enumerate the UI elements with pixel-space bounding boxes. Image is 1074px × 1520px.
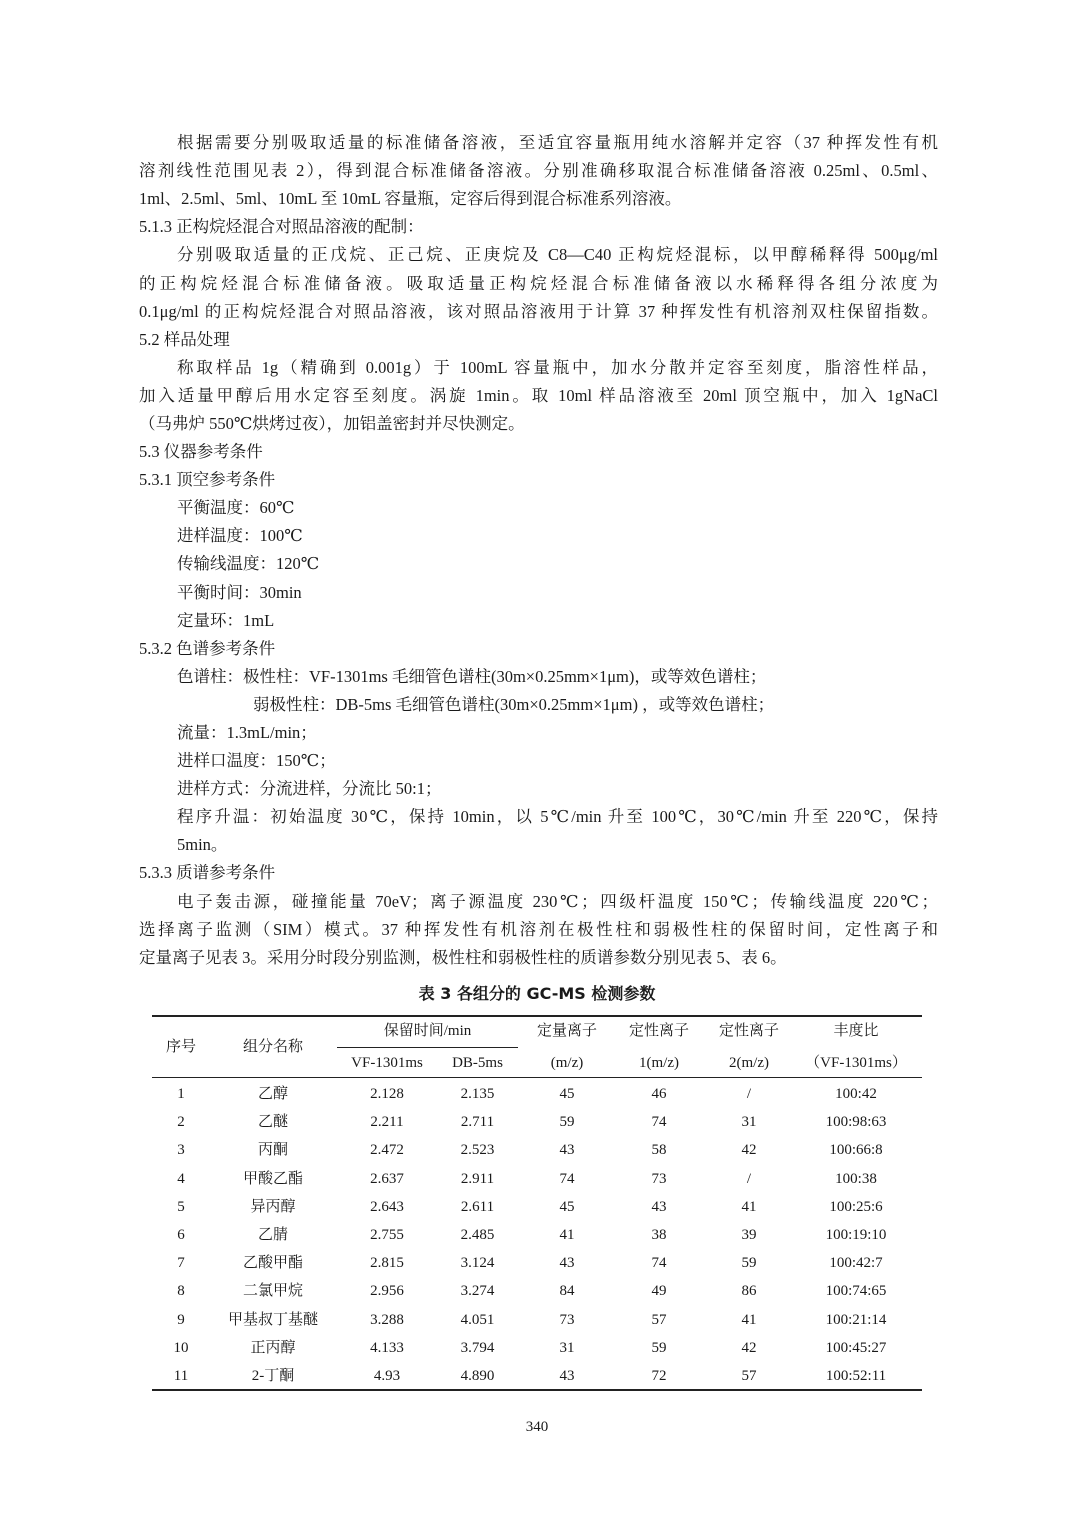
cell-abundance-ratio: 100:21:14 xyxy=(825,1311,887,1328)
cell-qual-ion-1: 57 xyxy=(651,1311,667,1328)
cell-quant-ion: 43 xyxy=(559,1368,575,1384)
condition-item: 弱极性柱：DB-5ms 毛细管色谱柱(30m×0.25mm×1μm) ，或等效色谱柱； xyxy=(253,695,775,714)
table-top-rule xyxy=(152,1015,922,1017)
cell-qual-ion-2: 41 xyxy=(741,1198,757,1215)
cell-qual-ion-2: / xyxy=(746,1170,752,1187)
header-rt-db5ms: DB-5ms xyxy=(452,1055,503,1071)
cell-rt-vf1301ms: 4.133 xyxy=(370,1339,404,1356)
cell-component-name: 2-丁酮 xyxy=(251,1368,295,1384)
cell-qual-ion-1: 58 xyxy=(651,1142,667,1159)
cell-quant-ion: 45 xyxy=(559,1198,575,1215)
condition-item: 流量：1.3mL/min； xyxy=(177,723,317,742)
cell-qual-ion-2: 42 xyxy=(741,1142,757,1159)
cell-no: 10 xyxy=(173,1339,189,1356)
cell-abundance-ratio: 100:19:10 xyxy=(825,1227,887,1243)
paragraph-line: 定量离子见表 3。采用分时段分别监测，极性柱和弱极性柱的质谱参数分别见表 5、表 6。 xyxy=(139,948,787,967)
cell-rt-db5ms: 2.485 xyxy=(460,1227,495,1243)
cell-qual-ion-1: 59 xyxy=(651,1339,667,1356)
cell-component-name: 二氯甲烷 xyxy=(242,1283,303,1300)
cell-qual-ion-2: 59 xyxy=(741,1255,757,1272)
paragraph-line: 称取样品 1g（精确到 0.001g）于 100mL 容量瓶中，加水分散并定容至刻度，脂溶性样品， xyxy=(177,358,938,377)
cell-rt-db5ms: 3.274 xyxy=(460,1283,495,1300)
cell-qual-ion-2: 41 xyxy=(741,1311,757,1328)
subsection-heading: 5.3.1 顶空参考条件 xyxy=(139,470,276,489)
section-heading: 5.1.3 正构烷烃混合对照品溶液的配制： xyxy=(139,217,424,236)
cell-component-name: 丙酮 xyxy=(257,1142,288,1159)
cell-qual-ion-1: 43 xyxy=(651,1198,667,1215)
section-heading: 5.3 仪器参考条件 xyxy=(139,442,263,461)
header-quant-ion-unit: (m/z) xyxy=(550,1055,584,1071)
paragraph-line: 1ml、2.5ml、5ml、10mL 至 10mL 容量瓶，定容后得到混合标准系列溶液。 xyxy=(139,189,682,208)
header-rt-vf1301ms: VF-1301ms xyxy=(351,1055,423,1071)
paragraph-line: 0.1μg/ml 的正构烷烃混合对照品溶液，该对照品溶液用于计算 37 种挥发性有机溶剂双柱保留指数。 xyxy=(139,302,938,321)
cell-abundance-ratio: 100:66:8 xyxy=(829,1142,883,1159)
cell-qual-ion-2: / xyxy=(746,1086,752,1102)
header-no: 序号 xyxy=(165,1039,196,1055)
cell-qual-ion-2: 57 xyxy=(741,1368,757,1384)
condition-item: 色谱柱：极性柱：VF-1301ms 毛细管色谱柱(30m×0.25mm×1μm)，或等效色谱柱； xyxy=(177,667,767,686)
header-qual-ion-1-unit: 1(m/z) xyxy=(639,1055,679,1071)
cell-quant-ion: 41 xyxy=(559,1227,575,1243)
cell-component-name: 异丙醇 xyxy=(250,1198,296,1215)
paragraph-line: 选择离子监测（SIM）模式。37 种挥发性有机溶剂在极性柱和弱极性柱的保留时间，定性离子和 xyxy=(139,920,938,939)
condition-item: 程序升温：初始温度 30℃，保持 10min，以 5℃/min 升至 100℃，30℃/min 升至 220℃，保持 xyxy=(177,807,938,826)
paragraph-line: （马弗炉 550℃烘烤过夜），加铝盖密封并尽快测定。 xyxy=(139,414,525,433)
table-group-rule xyxy=(337,1047,518,1048)
header-qual-ion-2-unit: 2(m/z) xyxy=(729,1055,769,1071)
cell-quant-ion: 45 xyxy=(559,1086,575,1102)
cell-quant-ion: 73 xyxy=(559,1311,575,1328)
paragraph-line: 分别吸取适量的正戊烷、正己烷、正庚烷及 C8—C40 正构烷烃混标，以甲醇稀释得 500μg/ml xyxy=(177,245,938,264)
header-qual-ion-1: 定性离子 xyxy=(628,1023,689,1039)
table-caption: 表 3 各组分的 GC-MS 检测参数 xyxy=(418,984,656,1003)
cell-component-name: 正丙醇 xyxy=(250,1339,296,1356)
condition-item: 进样方式：分流进样，分流比 50:1； xyxy=(177,779,442,798)
cell-qual-ion-1: 49 xyxy=(651,1283,667,1300)
cell-abundance-ratio: 100:45:27 xyxy=(825,1339,887,1356)
cell-qual-ion-1: 73 xyxy=(651,1170,667,1187)
cell-qual-ion-2: 39 xyxy=(741,1227,757,1243)
cell-component-name: 乙醇 xyxy=(257,1086,288,1102)
cell-rt-db5ms: 3.124 xyxy=(460,1255,495,1272)
condition-item: 定量环：1mL xyxy=(177,611,275,630)
cell-abundance-ratio: 100:25:6 xyxy=(829,1198,883,1215)
header-abundance-ratio: 丰度比 xyxy=(833,1023,879,1039)
table-header-rule xyxy=(152,1077,922,1078)
cell-abundance-ratio: 100:74:65 xyxy=(825,1283,887,1300)
cell-rt-vf1301ms: 2.637 xyxy=(370,1170,404,1187)
cell-qual-ion-2: 42 xyxy=(741,1339,757,1356)
cell-no: 9 xyxy=(177,1311,185,1328)
cell-qual-ion-1: 38 xyxy=(651,1227,667,1243)
paragraph-line: 根据需要分别吸取适量的标准储备溶液，至适宜容量瓶用纯水溶解并定容（37 种挥发性有机 xyxy=(177,133,938,152)
cell-no: 8 xyxy=(177,1283,185,1300)
cell-no: 1 xyxy=(177,1086,185,1102)
paragraph-line: 加入适量甲醇后用水定容至刻度。涡旋 1min。取 10ml 样品溶液至 20ml 顶空瓶中，加入 1gNaCl xyxy=(139,386,938,405)
cell-qual-ion-1: 74 xyxy=(651,1114,667,1131)
cell-rt-db5ms: 2.135 xyxy=(460,1086,495,1102)
subsection-heading: 5.3.2 色谱参考条件 xyxy=(139,639,276,658)
condition-item: 进样温度：100℃ xyxy=(177,526,303,545)
header-qual-ion-2: 定性离子 xyxy=(718,1023,779,1039)
cell-no: 4 xyxy=(177,1170,185,1187)
cell-quant-ion: 74 xyxy=(559,1170,575,1187)
cell-abundance-ratio: 100:38 xyxy=(835,1170,877,1187)
condition-item: 平衡时间：30min xyxy=(177,583,302,602)
cell-no: 5 xyxy=(177,1198,185,1215)
condition-item: 5min。 xyxy=(177,835,228,854)
paragraph-line: 的正构烷烃混合标准储备液。吸取适量正构烷烃混合标准储备液以水稀释得各组分浓度为 xyxy=(139,274,938,293)
cell-rt-vf1301ms: 4.93 xyxy=(373,1368,401,1384)
cell-rt-vf1301ms: 2.472 xyxy=(370,1142,404,1159)
cell-no: 2 xyxy=(177,1114,185,1131)
cell-qual-ion-2: 31 xyxy=(741,1114,757,1131)
cell-rt-vf1301ms: 3.288 xyxy=(370,1311,404,1328)
cell-rt-db5ms: 4.890 xyxy=(460,1368,495,1384)
cell-abundance-ratio: 100:98:63 xyxy=(825,1114,887,1131)
cell-rt-db5ms: 3.794 xyxy=(460,1339,495,1356)
cell-qual-ion-2: 86 xyxy=(741,1283,757,1300)
cell-component-name: 甲基叔丁基醚 xyxy=(227,1311,318,1328)
condition-item: 平衡温度：60℃ xyxy=(177,498,295,517)
cell-rt-vf1301ms: 2.755 xyxy=(370,1227,404,1243)
cell-rt-db5ms: 2.523 xyxy=(460,1142,495,1159)
cell-no: 6 xyxy=(177,1227,185,1243)
cell-component-name: 甲酸乙酯 xyxy=(242,1170,303,1187)
condition-item: 进样口温度：150℃； xyxy=(177,751,336,770)
cell-no: 7 xyxy=(177,1255,185,1272)
paragraph-line: 溶剂线性范围见表 2），得到混合标准储备溶液。分别准确移取混合标准储备溶液 0.25ml、0.5ml、 xyxy=(139,161,938,180)
cell-component-name: 乙醚 xyxy=(257,1114,288,1131)
header-name: 组分名称 xyxy=(242,1039,303,1055)
cell-quant-ion: 84 xyxy=(559,1283,575,1300)
cell-rt-db5ms: 2.711 xyxy=(460,1114,495,1131)
cell-rt-vf1301ms: 2.128 xyxy=(370,1086,404,1102)
cell-qual-ion-1: 74 xyxy=(651,1255,667,1272)
cell-abundance-ratio: 100:42:7 xyxy=(829,1255,883,1272)
table-bottom-rule xyxy=(152,1389,922,1391)
cell-qual-ion-1: 72 xyxy=(651,1368,667,1384)
section-heading: 5.2 样品处理 xyxy=(139,330,230,349)
header-quant-ion: 定量离子 xyxy=(536,1023,597,1039)
cell-no: 11 xyxy=(173,1368,189,1384)
cell-rt-vf1301ms: 2.211 xyxy=(370,1114,404,1131)
condition-item: 传输线温度：120℃ xyxy=(177,554,320,573)
cell-qual-ion-1: 46 xyxy=(651,1086,667,1102)
cell-rt-db5ms: 2.611 xyxy=(460,1198,495,1215)
cell-abundance-ratio: 100:42 xyxy=(835,1086,877,1102)
cell-rt-vf1301ms: 2.956 xyxy=(370,1283,404,1300)
subsection-heading: 5.3.3 质谱参考条件 xyxy=(139,863,276,882)
cell-no: 3 xyxy=(177,1142,185,1159)
cell-quant-ion: 43 xyxy=(559,1142,575,1159)
header-abundance-ratio-unit: （VF-1301ms） xyxy=(805,1055,907,1071)
page-number: 340 xyxy=(525,1419,549,1435)
cell-component-name: 乙酸甲酯 xyxy=(242,1255,303,1272)
cell-abundance-ratio: 100:52:11 xyxy=(825,1368,887,1384)
cell-component-name: 乙腈 xyxy=(257,1227,288,1243)
cell-rt-db5ms: 4.051 xyxy=(460,1311,495,1328)
header-retention-time: 保留时间/min xyxy=(383,1023,472,1039)
cell-quant-ion: 31 xyxy=(559,1339,575,1356)
cell-rt-vf1301ms: 2.643 xyxy=(370,1198,404,1215)
cell-quant-ion: 43 xyxy=(559,1255,575,1272)
cell-rt-vf1301ms: 2.815 xyxy=(370,1255,404,1272)
cell-rt-db5ms: 2.911 xyxy=(460,1170,495,1187)
paragraph-line: 电子轰击源，碰撞能量 70eV；离子源温度 230℃；四级杆温度 150℃；传输线温度 220℃； xyxy=(177,892,938,911)
cell-quant-ion: 59 xyxy=(559,1114,575,1131)
